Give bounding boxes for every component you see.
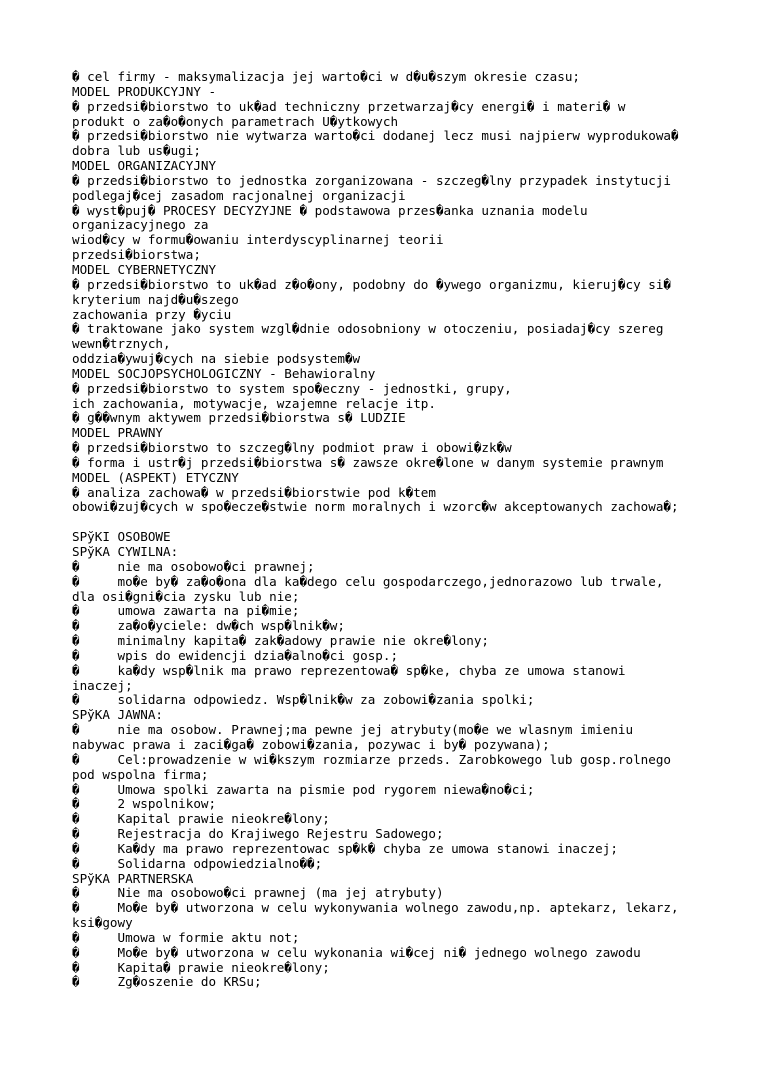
text-line: wewn�trznych, [72,336,171,352]
text-line: � analiza zachowa� w przedsi�biorstwie pod k�tem [72,484,436,500]
text-line: � przedsi�biorstwo to uk�ad z�o�ony, podobny do �ywego organizmu, kieruj�cy si� [72,276,671,292]
list-item: � mo�e by� za�o�ona dla ka�dego celu gospodarczego,jednorazowo lub trwale, [72,573,664,589]
text-line: wiod�cy w formu�owaniu interdyscyplinarnej teorii [72,232,444,248]
section-heading: SPўKA JAWNA: [72,707,163,723]
list-item: � Solidarna odpowiedzialno��; [72,855,323,871]
section-heading: MODEL SOCJOPSYCHOLOGICZNY - Behawioralny [72,365,376,381]
list-item: � Mo�e by� utworzona w celu wykonania wi�cej ni� jednego wolnego zawodu [72,944,641,960]
text-line: � przedsi�biorstwo to system spo�eczny - jednostki, grupy, [72,380,512,396]
text-line: � przedsi�biorstwo to uk�ad techniczny przetwarzaj�cy energi� i materi� w [72,98,626,114]
text-line: � forma i ustr�j przedsi�biorstwa s� zawsze okre�lone w danym systemie prawnym [72,454,664,470]
list-item: � umowa zawarta na pi�mie; [72,603,300,619]
document-text [72,70,742,990]
section-heading: MODEL PRODUKCYJNY - [72,83,217,99]
text-line: nabywac prawa i zaci�ga� zobowi�zania, pozywac i by� pozywana); [72,736,550,752]
section-heading: MODEL CYBERNETYCZNY [72,261,217,277]
text-line: � przedsi�biorstwo to jednostka zorganizowana - szczeg�lny przypadek instytucji [72,172,671,188]
text-line: przedsi�biorstwa; [72,247,201,263]
list-item: � Ka�dy ma prawo reprezentowac sp�k� chyba ze umowa stanowi inaczej; [72,840,618,856]
text-line: � cel firmy - maksymalizacja jej warto�ci w d�u�szym okresie czasu; [72,69,580,84]
section-heading: MODEL PRAWNY [72,425,163,441]
text-line: kryterium najd�u�szego [72,291,239,307]
list-item: � Umowa spolki zawarta na pismie pod rygorem niewa�no�ci; [72,781,535,797]
list-item: � ka�dy wsp�lnik ma prawo reprezentowa� sp�ke, chyba ze umowa stanowi [72,662,626,678]
text-line: dla osi�gni�cia zysku lub nie; [72,588,300,604]
text-line: podlegaj�cej zasadom racjonalnej organizacji [72,187,406,203]
section-heading: MODEL ORGANIZACYJNY [72,158,217,174]
text-line: pod wspolna firma; [72,766,209,782]
list-item: � solidarna odpowiedz. Wsp�lnik�w za zobowi�zania spolki; [72,692,535,708]
list-item: � Cel:prowadzenie w wi�kszym rozmiarze przeds. Zarobkowego lub gosp.rolnego [72,751,671,767]
text-line: produkt o za�o�onych parametrach U�ytkowych [72,113,399,129]
text-line: � g��wnym aktywem przedsi�biorstwa s� LUDZIE [72,410,406,426]
text-line: obowi�zuj�cych w spo�ecze�stwie norm moralnych i wzorc�w akceptowanych zachowa�; [72,499,679,515]
section-heading: SPўKA CYWILNA: [72,544,179,559]
list-item: � 2 wspolnikow; [72,796,217,812]
list-item: � Umowa w formie aktu not; [72,929,300,945]
list-item: � minimalny kapita� zak�adowy prawie nie okre�lony; [72,633,490,649]
list-item: � Rejestracja do Krajiwego Rejestru Sadowego; [72,826,444,842]
list-item: � Kapita� prawie nieokre�lony; [72,959,330,975]
text-line: � przedsi�biorstwo nie wytwarza warto�ci dodanej lecz musi najpierw wyprodukowa� [72,128,679,144]
text-line: organizacyjnego za [72,217,209,233]
list-item: � Zg�oszenie do KRSu; [72,974,262,990]
section-heading: MODEL (ASPEKT) ETYCZNY [72,469,239,485]
text-line: � przedsi�biorstwo to szczeg�lny podmiot praw i obowi�zk�w [72,440,512,456]
list-item: � Nie ma osobowo�ci prawnej (ma jej atrybuty) [72,885,444,901]
list-item: � nie ma osobow. Prawnej;ma pewne jej atrybuty(mo�e we wlasnym imieniu [72,722,634,738]
text-line: ich zachowania, motywacje, wzajemne relacje itp. [72,395,436,411]
text-line: � traktowane jako system wzgl�dnie odosobniony w otoczeniu, posiadaj�cy szereg [72,321,664,337]
blank-line [72,515,742,530]
text-line: oddzia�ywuj�cych na siebie podsystem�w [72,351,361,367]
text-line: zachowania przy �yciu [72,306,232,322]
list-item: � Mo�e by� utworzona w celu wykonywania wolnego zawodu,np. aptekarz, lekarz, [72,900,679,916]
list-item: � nie ma osobowo�ci prawnej; [72,558,315,574]
list-item: � wpis do ewidencji dzia�alno�ci gosp.; [72,647,399,663]
text-line: inaczej; [72,677,133,693]
section-heading: SPўKA PARTNERSKA [72,870,194,886]
list-item: � za�o�yciele: dw�ch wsp�lnik�w; [72,618,345,634]
list-item: � Kapital prawie nieokre�lony; [72,811,330,827]
text-line: dobra lub us�ugi; [72,143,201,159]
section-heading: SPўKI OSOBOWE [72,529,171,545]
text-line: � wyst�puj� PROCESY DECYZYJNE � podstawowa przes�anka uznania modelu [72,202,588,218]
text-line: ksi�gowy [72,915,133,931]
